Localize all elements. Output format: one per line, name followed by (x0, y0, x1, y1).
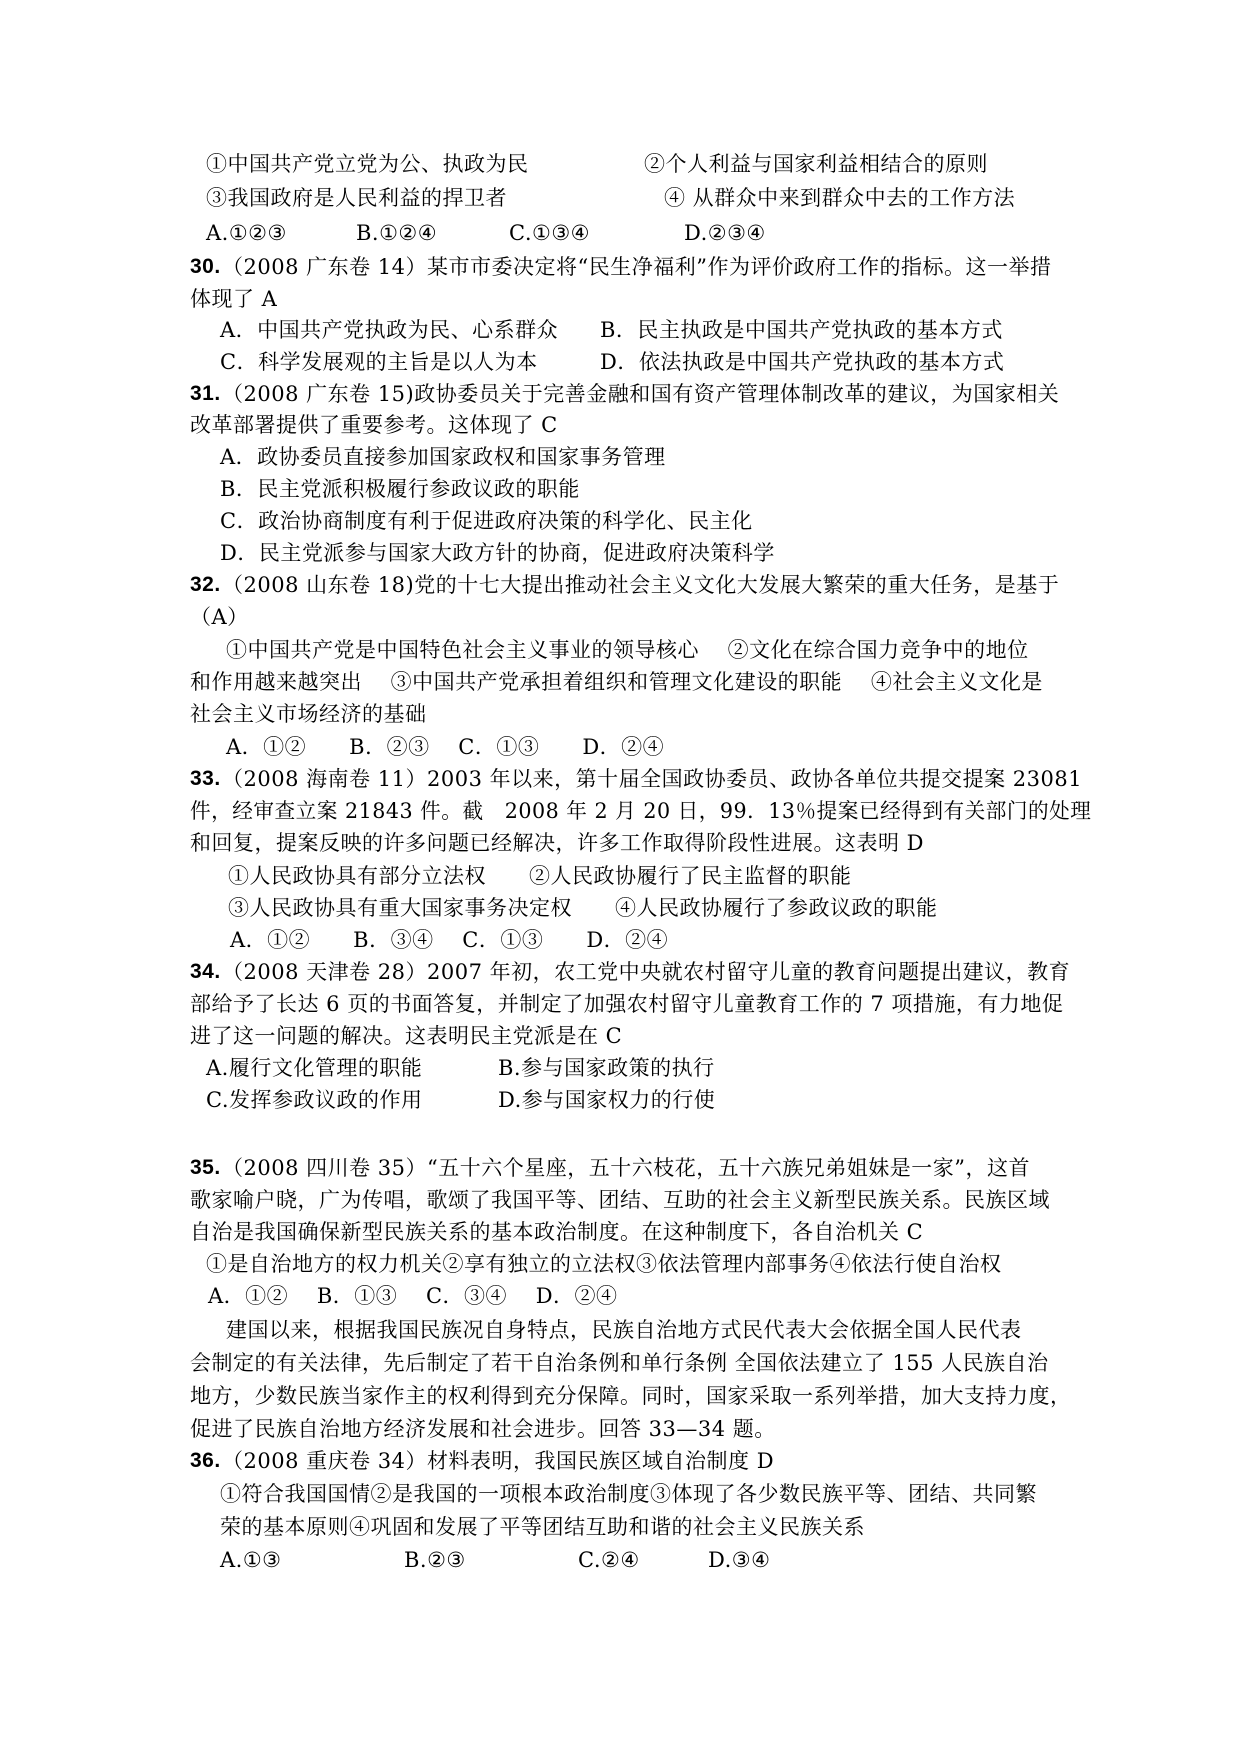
question-number: 31. (190, 382, 221, 405)
question-stem: 歌家喻户晓，广为传唱，歌颂了我国平等、团结、互助的社会主义新型民族关系。民族区域 (190, 1188, 1050, 1212)
question-stem: （2008 四川卷 35）“五十六个星座，五十六枝花，五十六族兄弟姐妹是一家”，这首 (222, 1156, 1030, 1180)
question-stem: 部给予了长达 6 页的书面答复，并制定了加强农村留守儿童教育工作的 7 项措施，有力地促 (190, 992, 1064, 1016)
question-stem: 自治是我国确保新型民族关系的基本政治制度。在这种制度下，各自治机关 C (190, 1220, 924, 1244)
material-paragraph: 建国以来，根据我国民族况自身特点，民族自治地方式民代表大会依据全国人民代表 (226, 1318, 1022, 1342)
statement-list: 和作用越来越突出 ③中国共产党承担着组织和管理文化建设的职能 ④社会主义文化是 (190, 670, 1043, 694)
option-a: A．政协委员直接参加国家政权和国家事务管理 (220, 445, 666, 469)
option-d: D.③④ (708, 1548, 771, 1572)
material-paragraph: 会制定的有关法律，先后制定了若干自治条例和单行条例 全国依法建立了 155 人民族自治 (190, 1351, 1049, 1375)
statement-3: ③我国政府是人民利益的捍卫者 (206, 186, 507, 210)
question-stem: （2008 山东卷 18)党的十七大提出推动社会主义文化大发展大繁荣的重大任务，是基于 (222, 573, 1060, 597)
statement-2: ②个人利益与国家利益相结合的原则 (644, 152, 988, 176)
option-row: A．①② B．③④ C．①③ D．②④ (230, 928, 669, 952)
option-a: A.履行文化管理的职能 (206, 1056, 423, 1080)
option-a: A.①③ (220, 1548, 282, 1572)
option-b: B.参与国家政策的执行 (498, 1056, 715, 1080)
option-d: D．依法执政是中国共产党执政的基本方式 (600, 350, 1005, 374)
statement-list: ①中国共产党是中国特色社会主义事业的领导核心 ②文化在综合国力竞争中的地位 (226, 638, 1029, 662)
statement-list: ①人民政协具有部分立法权 ②人民政协履行了民主监督的职能 (228, 864, 852, 888)
question-stem: （2008 海南卷 11）2003 年以来，第十届全国政协委员、政协各单位共提交提案 23081 (222, 767, 1083, 791)
question-stem: （2008 广东卷 15)政协委员关于完善金融和国有资产管理体制改革的建议，为国家相关 (222, 382, 1060, 406)
option-row: A．①② B．①③ C．③④ D．②④ (208, 1284, 618, 1308)
option-a: A．中国共产党执政为民、心系群众 (220, 318, 559, 342)
option-b: B.②③ (404, 1548, 466, 1572)
option-c: C．科学发展观的主旨是以人为本 (220, 350, 538, 374)
option-b: B．民主党派积极履行参政议政的职能 (220, 477, 580, 501)
question-stem: 体现了 A (190, 287, 278, 311)
question-stem: （2008 广东卷 14）某市市委决定将“民生净福利”作为评价政府工作的指标。这一举措 (222, 255, 1052, 279)
question-stem: （2008 天津卷 28）2007 年初，农工党中央就农村留守儿童的教育问题提出建议，教育 (222, 960, 1071, 984)
statement-list: ①是自治地方的权力机关②享有独立的立法权③依法管理内部事务④依法行使自治权 (206, 1252, 1002, 1276)
statement-list: 社会主义市场经济的基础 (190, 702, 427, 726)
option-d: D．民主党派参与国家大政方针的协商，促进政府决策科学 (220, 541, 775, 565)
question-number: 33. (190, 767, 221, 790)
option-d: D.②③④ (684, 221, 766, 245)
option-c: C．政治协商制度有利于促进政府决策的科学化、民主化 (220, 509, 753, 533)
statement-4: ④ 从群众中来到群众中去的工作方法 (664, 186, 1016, 210)
material-paragraph: 地方，少数民族当家作主的权利得到充分保障。同时，国家采取一系列举措，加大支持力度， (190, 1384, 1072, 1408)
question-stem: 件，经审查立案 21843 件。截 2008 年 2 月 20 日，99．13％提案已经得到有关部门的处理 (190, 799, 1092, 823)
question-stem: （2008 重庆卷 34）材料表明，我国民族区域自治制度 D (222, 1449, 775, 1473)
question-number: 30. (190, 255, 221, 278)
statement-1: ①中国共产党立党为公、执政为民 (206, 152, 529, 176)
question-number: 36. (190, 1449, 221, 1472)
option-b: B.①②④ (356, 221, 438, 245)
question-number: 35. (190, 1156, 221, 1179)
question-stem: 改革部署提供了重要参考。这体现了 C (190, 413, 558, 437)
option-c: C.发挥参政议政的作用 (206, 1088, 423, 1112)
option-d: D.参与国家权力的行使 (498, 1088, 716, 1112)
option-b: B．民主执政是中国共产党执政的基本方式 (600, 318, 1003, 342)
option-row: A．①② B．②③ C．①③ D．②④ (226, 735, 665, 759)
option-c: C.②④ (578, 1548, 640, 1572)
statement-list: ③人民政协具有重大国家事务决定权 ④人民政协履行了参政议政的职能 (228, 896, 938, 920)
option-c: C.①③④ (509, 221, 590, 245)
statement-list: ①符合我国国情②是我国的一项根本政治制度③体现了各少数民族平等、团结、共同繁 (220, 1482, 1037, 1506)
question-number: 34. (190, 960, 221, 983)
option-a: A.①②③ (206, 221, 287, 245)
material-paragraph: 促进了民族自治地方经济发展和社会进步。回答 33—34 题。 (190, 1417, 776, 1441)
question-number: 32. (190, 573, 221, 596)
question-stem: 进了这一问题的解决。这表明民主党派是在 C (190, 1024, 623, 1048)
statement-list: 荣的基本原则④巩固和发展了平等团结互助和谐的社会主义民族关系 (220, 1515, 865, 1539)
question-stem: 和回复，提案反映的许多问题已经解决，许多工作取得阶段性进展。这表明 D (190, 831, 925, 855)
question-stem: （A） (190, 605, 249, 629)
